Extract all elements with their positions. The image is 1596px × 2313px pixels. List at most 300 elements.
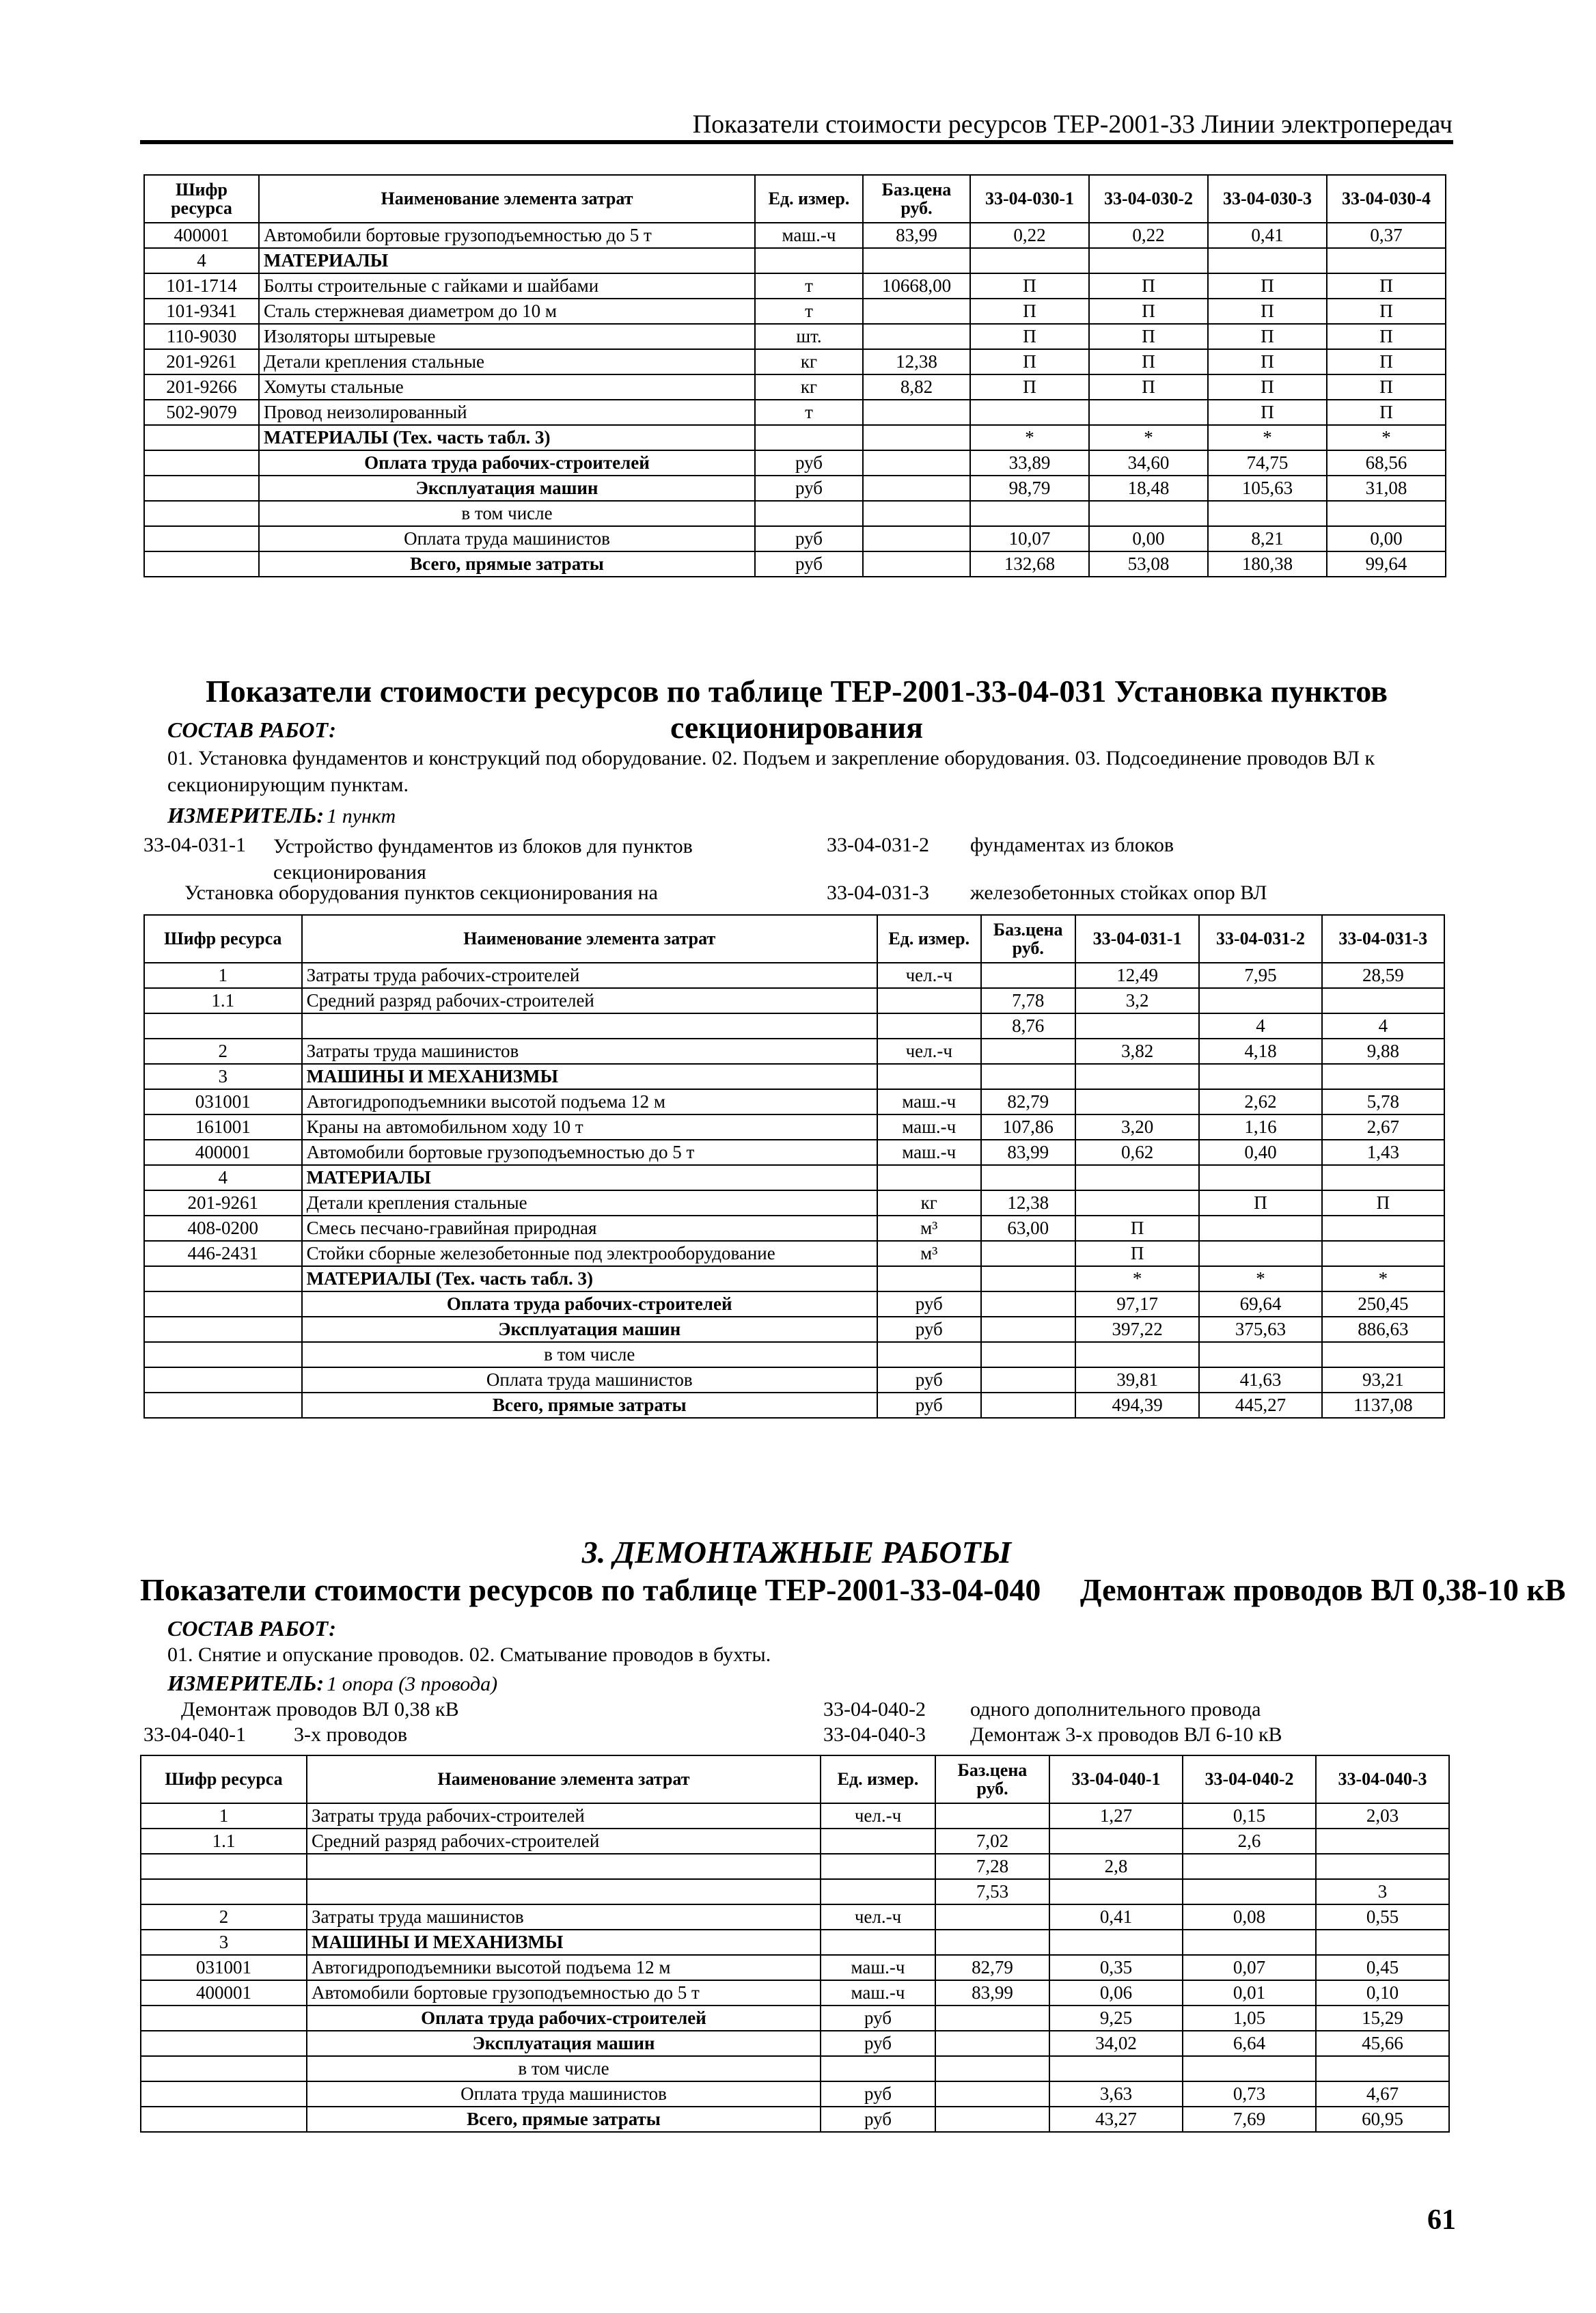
composition-text: 01. Снятие и опускание проводов. 02. Сматывание проводов в бухты. bbox=[167, 1643, 771, 1666]
value-cell: 28,59 bbox=[1322, 963, 1444, 988]
code-2-text: одного дополнительного провода bbox=[970, 1698, 1261, 1721]
summary-label-cell: Всего, прямые затраты bbox=[259, 551, 755, 577]
table-row bbox=[144, 324, 1446, 349]
value-cell: 0,07 bbox=[1183, 1955, 1316, 1980]
page-number: 61 bbox=[1427, 2204, 1456, 2236]
value-cell: 2,67 bbox=[1322, 1114, 1444, 1140]
value-cell: 39,81 bbox=[1075, 1367, 1199, 1393]
table-row bbox=[144, 1165, 1444, 1190]
value-cell: 0,45 bbox=[1316, 1955, 1449, 1980]
value-cell: П bbox=[1327, 374, 1446, 400]
summary-row bbox=[144, 551, 1446, 577]
code-3: 33-04-031-3 bbox=[827, 881, 929, 904]
value-cell bbox=[1075, 1013, 1199, 1039]
value-cell bbox=[877, 1266, 981, 1291]
value-cell: 1,05 bbox=[1183, 2006, 1316, 2031]
value-cell: 4 bbox=[1322, 1013, 1444, 1039]
composition-text: 01. Установка фундаментов и конструкций под оборудование. 02. Подъем и закрепление оборудования. 03. Подсоединение проводов ВЛ к секционирующим пунктам. bbox=[167, 747, 1375, 796]
value-cell: руб bbox=[877, 1317, 981, 1342]
value-cell bbox=[821, 1879, 935, 1904]
page-header: Показатели стоимости ресурсов ТЕР-2001-33 Линии электропередач bbox=[692, 110, 1453, 139]
resource-code-cell: 400001 bbox=[144, 223, 259, 248]
summary-row bbox=[144, 1342, 1444, 1367]
summary-label-cell: Оплата труда машинистов bbox=[307, 2081, 821, 2107]
value-cell bbox=[1322, 1165, 1444, 1190]
value-cell: маш.-ч bbox=[877, 1140, 981, 1165]
value-cell: маш.-ч bbox=[877, 1114, 981, 1140]
header-cell: 33-04-030-4 bbox=[1327, 175, 1446, 223]
value-cell bbox=[821, 1854, 935, 1879]
value-cell bbox=[935, 1904, 1049, 1930]
value-cell: 10,07 bbox=[970, 526, 1089, 551]
summary-label-cell: Оплата труда рабочих-строителей bbox=[307, 2006, 821, 2031]
summary-code-cell bbox=[141, 2056, 307, 2081]
value-cell bbox=[1199, 1241, 1321, 1266]
resource-code-cell: 101-1714 bbox=[144, 273, 259, 299]
value-cell bbox=[1089, 501, 1208, 526]
value-cell: 69,64 bbox=[1199, 1291, 1321, 1317]
resource-code-cell: 400001 bbox=[141, 1980, 307, 2006]
value-cell: м³ bbox=[877, 1241, 981, 1266]
value-cell: 445,27 bbox=[1199, 1393, 1321, 1418]
table-row bbox=[141, 1803, 1449, 1829]
value-cell bbox=[935, 2081, 1049, 2107]
resource-code-cell: 201-9261 bbox=[144, 1190, 302, 1216]
code-2: 33-04-031-2 bbox=[827, 834, 929, 856]
value-cell bbox=[981, 1317, 1075, 1342]
summary-code-cell bbox=[141, 2006, 307, 2031]
value-cell: 97,17 bbox=[1075, 1291, 1199, 1317]
table-row bbox=[144, 349, 1446, 374]
value-cell bbox=[755, 501, 863, 526]
resource-code-cell bbox=[141, 1879, 307, 1904]
value-cell bbox=[821, 1829, 935, 1854]
item-name-cell: МАТЕРИАЛЫ (Тех. часть табл. 3) bbox=[259, 425, 755, 450]
value-cell: П bbox=[1199, 1190, 1321, 1216]
summary-label-cell: Оплата труда рабочих-строителей bbox=[259, 450, 755, 476]
item-name-cell bbox=[307, 1854, 821, 1879]
table-row bbox=[144, 1039, 1444, 1064]
value-cell bbox=[1208, 248, 1327, 273]
resource-code-cell: 400001 bbox=[144, 1140, 302, 1165]
value-cell: 83,99 bbox=[935, 1980, 1049, 2006]
resource-code-cell: 161001 bbox=[144, 1114, 302, 1140]
value-cell: 132,68 bbox=[970, 551, 1089, 577]
value-cell bbox=[1183, 1930, 1316, 1955]
value-cell bbox=[1089, 400, 1208, 425]
value-cell bbox=[981, 1393, 1075, 1418]
value-cell: кг bbox=[877, 1190, 981, 1216]
item-name-cell: Автогидроподъемники высотой подъема 12 м bbox=[307, 1955, 821, 1980]
code-3: 33-04-040-3 bbox=[823, 1723, 926, 1746]
value-cell: 12,49 bbox=[1075, 963, 1199, 988]
value-cell: 6,64 bbox=[1183, 2031, 1316, 2056]
table-row bbox=[141, 1930, 1449, 1955]
resource-code-cell bbox=[144, 1266, 302, 1291]
header-cell: Наименование элемента затрат bbox=[307, 1755, 821, 1803]
table-header-row bbox=[141, 1755, 1449, 1803]
item-name-cell bbox=[307, 1879, 821, 1904]
table-row bbox=[144, 1140, 1444, 1165]
header-cell: 33-04-030-2 bbox=[1089, 175, 1208, 223]
value-cell: П bbox=[1208, 349, 1327, 374]
meter-line bbox=[167, 803, 396, 828]
value-cell: 0,35 bbox=[1049, 1955, 1183, 1980]
value-cell: 3,2 bbox=[1075, 988, 1199, 1013]
value-cell bbox=[1049, 2056, 1183, 2081]
item-name-cell: Стойки сборные железобетонные под электрооборудование bbox=[302, 1241, 877, 1266]
item-name-cell bbox=[302, 1013, 877, 1039]
value-cell: 8,76 bbox=[981, 1013, 1075, 1039]
summary-code-cell bbox=[144, 1367, 302, 1393]
value-cell: П bbox=[1327, 299, 1446, 324]
value-cell bbox=[1199, 1165, 1321, 1190]
value-cell: 8,82 bbox=[863, 374, 970, 400]
code-1: 33-04-040-1 bbox=[143, 1723, 246, 1746]
summary-label-cell: в том числе bbox=[302, 1342, 877, 1367]
code-1-text: 3-х проводов bbox=[294, 1723, 408, 1746]
value-cell bbox=[863, 526, 970, 551]
resource-code-cell: 201-9266 bbox=[144, 374, 259, 400]
value-cell: 99,64 bbox=[1327, 551, 1446, 577]
table-header-row bbox=[144, 175, 1446, 223]
value-cell bbox=[981, 1039, 1075, 1064]
table-row bbox=[144, 1190, 1444, 1216]
summary-code-cell bbox=[144, 1317, 302, 1342]
value-cell: 1137,08 bbox=[1322, 1393, 1444, 1418]
table-row bbox=[144, 1216, 1444, 1241]
value-cell bbox=[755, 425, 863, 450]
value-cell bbox=[1049, 1930, 1183, 1955]
summary-row bbox=[144, 501, 1446, 526]
value-cell bbox=[863, 248, 970, 273]
header-rule bbox=[140, 140, 1453, 144]
header-cell: Баз.цена руб. bbox=[981, 915, 1075, 963]
table-row bbox=[144, 374, 1446, 400]
value-cell: чел.-ч bbox=[877, 963, 981, 988]
resource-code-cell: 1.1 bbox=[144, 988, 302, 1013]
item-name-cell: Изоляторы штыревые bbox=[259, 324, 755, 349]
summary-label-cell: Эксплуатация машин bbox=[259, 476, 755, 501]
summary-code-cell bbox=[144, 1342, 302, 1367]
value-cell: * bbox=[1322, 1266, 1444, 1291]
table-row bbox=[144, 1266, 1444, 1291]
summary-code-cell bbox=[144, 1291, 302, 1317]
value-cell: 0,22 bbox=[1089, 223, 1208, 248]
composition-label: СОСТАВ РАБОТ: bbox=[167, 717, 336, 742]
header-cell: 33-04-040-1 bbox=[1049, 1755, 1183, 1803]
value-cell: 34,02 bbox=[1049, 2031, 1183, 2056]
value-cell: П bbox=[1089, 324, 1208, 349]
value-cell: руб bbox=[877, 1291, 981, 1317]
value-cell: 0,62 bbox=[1075, 1140, 1199, 1165]
value-cell bbox=[1322, 1241, 1444, 1266]
item-name-cell: МАТЕРИАЛЫ bbox=[259, 248, 755, 273]
value-cell bbox=[877, 1064, 981, 1089]
value-cell: кг bbox=[755, 349, 863, 374]
summary-row bbox=[144, 1367, 1444, 1393]
value-cell: П bbox=[970, 374, 1089, 400]
summary-label-cell: Оплата труда машинистов bbox=[259, 526, 755, 551]
value-cell: 1,43 bbox=[1322, 1140, 1444, 1165]
value-cell: 7,78 bbox=[981, 988, 1075, 1013]
value-cell: м³ bbox=[877, 1216, 981, 1241]
value-cell: 0,37 bbox=[1327, 223, 1446, 248]
item-name-cell: Болты строительные с гайками и шайбами bbox=[259, 273, 755, 299]
value-cell bbox=[935, 2006, 1049, 2031]
table-row bbox=[141, 1904, 1449, 1930]
value-cell: 10668,00 bbox=[863, 273, 970, 299]
item-name-cell: Сталь стержневая диаметром до 10 м bbox=[259, 299, 755, 324]
header-cell: 33-04-031-2 bbox=[1199, 915, 1321, 963]
summary-code-cell bbox=[144, 526, 259, 551]
item-name-cell: МАШИНЫ И МЕХАНИЗМЫ bbox=[302, 1064, 877, 1089]
resource-code-cell: 1 bbox=[144, 963, 302, 988]
value-cell: 15,29 bbox=[1316, 2006, 1449, 2031]
value-cell: 60,95 bbox=[1316, 2107, 1449, 2132]
value-cell: 0,41 bbox=[1049, 1904, 1183, 1930]
table-row bbox=[141, 1854, 1449, 1879]
value-cell: П bbox=[1089, 299, 1208, 324]
item-name-cell: МАШИНЫ И МЕХАНИЗМЫ bbox=[307, 1930, 821, 1955]
value-cell bbox=[1316, 1854, 1449, 1879]
value-cell bbox=[1183, 2056, 1316, 2081]
value-cell: 107,86 bbox=[981, 1114, 1075, 1140]
value-cell: * bbox=[970, 425, 1089, 450]
value-cell: П bbox=[1075, 1241, 1199, 1266]
value-cell: 105,63 bbox=[1208, 476, 1327, 501]
value-cell bbox=[877, 1165, 981, 1190]
value-cell bbox=[1322, 1216, 1444, 1241]
value-cell: 8,21 bbox=[1208, 526, 1327, 551]
value-cell bbox=[863, 324, 970, 349]
table-row bbox=[141, 1829, 1449, 1854]
value-cell bbox=[1075, 1165, 1199, 1190]
summary-row bbox=[141, 2081, 1449, 2107]
value-cell: 0,41 bbox=[1208, 223, 1327, 248]
value-cell bbox=[981, 1266, 1075, 1291]
resource-table-031 bbox=[143, 914, 1445, 1419]
value-cell: П bbox=[1089, 273, 1208, 299]
table-row bbox=[144, 299, 1446, 324]
table-row bbox=[144, 273, 1446, 299]
value-cell bbox=[981, 1342, 1075, 1367]
value-cell: * bbox=[1208, 425, 1327, 450]
value-cell: 0,00 bbox=[1327, 526, 1446, 551]
value-cell bbox=[863, 450, 970, 476]
value-cell: маш.-ч bbox=[821, 1980, 935, 2006]
value-cell bbox=[1075, 1064, 1199, 1089]
meter-label: ИЗМЕРИТЕЛЬ: bbox=[167, 803, 325, 827]
item-name-cell: Средний разряд рабочих-строителей bbox=[307, 1829, 821, 1854]
value-cell bbox=[1208, 501, 1327, 526]
value-cell: * bbox=[1327, 425, 1446, 450]
value-cell: П bbox=[1327, 273, 1446, 299]
resource-code-cell: 031001 bbox=[141, 1955, 307, 1980]
resource-code-cell bbox=[144, 425, 259, 450]
value-cell: т bbox=[755, 299, 863, 324]
value-cell: 41,63 bbox=[1199, 1367, 1321, 1393]
resource-code-cell: 3 bbox=[144, 1064, 302, 1089]
value-cell bbox=[1327, 501, 1446, 526]
summary-code-cell bbox=[144, 450, 259, 476]
value-cell: 82,79 bbox=[981, 1089, 1075, 1114]
composition-label: СОСТАВ РАБОТ: bbox=[167, 1616, 336, 1641]
value-cell bbox=[981, 1291, 1075, 1317]
value-cell: 93,21 bbox=[1322, 1367, 1444, 1393]
value-cell: П bbox=[1208, 324, 1327, 349]
value-cell: 9,88 bbox=[1322, 1039, 1444, 1064]
resource-code-cell: 1 bbox=[141, 1803, 307, 1829]
value-cell bbox=[935, 2107, 1049, 2132]
value-cell: шт. bbox=[755, 324, 863, 349]
item-name-cell: Провод неизолированный bbox=[259, 400, 755, 425]
code-3-text: Установка оборудования пунктов секционирования на bbox=[184, 881, 658, 904]
value-cell: руб bbox=[821, 2107, 935, 2132]
value-cell: 886,63 bbox=[1322, 1317, 1444, 1342]
summary-label-cell: в том числе bbox=[307, 2056, 821, 2081]
resource-code-cell bbox=[141, 1854, 307, 1879]
value-cell bbox=[1089, 248, 1208, 273]
value-cell: руб bbox=[877, 1393, 981, 1418]
item-name-cell: Смесь песчано-гравийная природная bbox=[302, 1216, 877, 1241]
value-cell bbox=[981, 1367, 1075, 1393]
value-cell bbox=[1183, 1854, 1316, 1879]
resource-code-cell: 4 bbox=[144, 248, 259, 273]
summary-code-cell bbox=[144, 476, 259, 501]
value-cell bbox=[863, 299, 970, 324]
value-cell: 3,20 bbox=[1075, 1114, 1199, 1140]
value-cell bbox=[1322, 1342, 1444, 1367]
value-cell bbox=[935, 1930, 1049, 1955]
table-row bbox=[141, 1879, 1449, 1904]
value-cell bbox=[970, 501, 1089, 526]
value-cell: * bbox=[1199, 1266, 1321, 1291]
summary-label-cell: Эксплуатация машин bbox=[307, 2031, 821, 2056]
summary-row bbox=[144, 526, 1446, 551]
value-cell bbox=[821, 2056, 935, 2081]
item-name-cell: МАТЕРИАЛЫ (Тех. часть табл. 3) bbox=[302, 1266, 877, 1291]
value-cell: 375,63 bbox=[1199, 1317, 1321, 1342]
value-cell bbox=[755, 248, 863, 273]
value-cell bbox=[970, 248, 1089, 273]
header-cell: 33-04-030-1 bbox=[970, 175, 1089, 223]
summary-label-cell: Всего, прямые затраты bbox=[302, 1393, 877, 1418]
value-cell bbox=[935, 1803, 1049, 1829]
value-cell: 0,01 bbox=[1183, 1980, 1316, 2006]
summary-row bbox=[141, 2006, 1449, 2031]
table-row bbox=[144, 1089, 1444, 1114]
item-name-cell: Автомобили бортовые грузоподъемностью до 5 т bbox=[259, 223, 755, 248]
value-cell: 53,08 bbox=[1089, 551, 1208, 577]
value-cell: * bbox=[1075, 1266, 1199, 1291]
value-cell: 0,22 bbox=[970, 223, 1089, 248]
value-cell: 33,89 bbox=[970, 450, 1089, 476]
item-name-cell: МАТЕРИАЛЫ bbox=[302, 1165, 877, 1190]
value-cell: 34,60 bbox=[1089, 450, 1208, 476]
value-cell: 7,53 bbox=[935, 1879, 1049, 1904]
item-name-cell: Затраты труда машинистов bbox=[302, 1039, 877, 1064]
value-cell: 18,48 bbox=[1089, 476, 1208, 501]
value-cell: 63,00 bbox=[981, 1216, 1075, 1241]
value-cell: 43,27 bbox=[1049, 2107, 1183, 2132]
value-cell: 31,08 bbox=[1327, 476, 1446, 501]
summary-code-cell bbox=[141, 2081, 307, 2107]
summary-row bbox=[144, 450, 1446, 476]
summary-code-cell bbox=[141, 2031, 307, 2056]
item-name-cell: Затраты труда рабочих-строителей bbox=[302, 963, 877, 988]
value-cell: П bbox=[1089, 374, 1208, 400]
value-cell: руб bbox=[755, 526, 863, 551]
value-cell: 4 bbox=[1199, 1013, 1321, 1039]
header-cell: Баз.цена руб. bbox=[935, 1755, 1049, 1803]
value-cell: 1,27 bbox=[1049, 1803, 1183, 1829]
resource-code-cell: 031001 bbox=[144, 1089, 302, 1114]
value-cell bbox=[877, 1342, 981, 1367]
value-cell: 3 bbox=[1316, 1879, 1449, 1904]
value-cell bbox=[1049, 1879, 1183, 1904]
summary-label-cell: Оплата труда рабочих-строителей bbox=[302, 1291, 877, 1317]
value-cell: 0,55 bbox=[1316, 1904, 1449, 1930]
table-row bbox=[144, 1064, 1444, 1089]
header-cell: 33-04-031-1 bbox=[1075, 915, 1199, 963]
value-cell: 250,45 bbox=[1322, 1291, 1444, 1317]
table-row bbox=[144, 223, 1446, 248]
value-cell: чел.-ч bbox=[877, 1039, 981, 1064]
header-cell: Шифр ресурса bbox=[144, 915, 302, 963]
value-cell: 2,62 bbox=[1199, 1089, 1321, 1114]
resource-code-cell: 101-9341 bbox=[144, 299, 259, 324]
item-name-cell: Детали крепления стальные bbox=[302, 1190, 877, 1216]
value-cell: т bbox=[755, 273, 863, 299]
value-cell: 12,38 bbox=[863, 349, 970, 374]
summary-row bbox=[144, 1291, 1444, 1317]
value-cell: 5,78 bbox=[1322, 1089, 1444, 1114]
table-row bbox=[144, 400, 1446, 425]
value-cell: 2,03 bbox=[1316, 1803, 1449, 1829]
value-cell: чел.-ч bbox=[821, 1803, 935, 1829]
value-cell bbox=[970, 400, 1089, 425]
value-cell: 83,99 bbox=[981, 1140, 1075, 1165]
value-cell bbox=[1322, 1064, 1444, 1089]
resource-code-cell: 201-9261 bbox=[144, 349, 259, 374]
value-cell bbox=[1075, 1089, 1199, 1114]
value-cell: 0,73 bbox=[1183, 2081, 1316, 2107]
item-name-cell: Автогидроподъемники высотой подъема 12 м bbox=[302, 1089, 877, 1114]
value-cell: 2,8 bbox=[1049, 1854, 1183, 1879]
resource-code-cell: 1.1 bbox=[141, 1829, 307, 1854]
value-cell: П bbox=[970, 324, 1089, 349]
value-cell: т bbox=[755, 400, 863, 425]
item-name-cell: Автомобили бортовые грузоподъемностью до 5 т bbox=[302, 1140, 877, 1165]
summary-row bbox=[141, 2056, 1449, 2081]
value-cell: П bbox=[1208, 299, 1327, 324]
value-cell: руб bbox=[877, 1367, 981, 1393]
value-cell: П bbox=[1208, 273, 1327, 299]
value-cell bbox=[877, 1013, 981, 1039]
value-cell bbox=[1183, 1879, 1316, 1904]
value-cell bbox=[1075, 1190, 1199, 1216]
value-cell: 4,67 bbox=[1316, 2081, 1449, 2107]
code-1: 33-04-031-1 bbox=[143, 834, 246, 856]
code-0-text: Демонтаж проводов ВЛ 0,38 кВ bbox=[181, 1698, 459, 1721]
value-cell: руб bbox=[755, 450, 863, 476]
value-cell bbox=[1199, 1064, 1321, 1089]
value-cell: П bbox=[1327, 400, 1446, 425]
table-row bbox=[144, 988, 1444, 1013]
resource-code-cell: 3 bbox=[141, 1930, 307, 1955]
value-cell: маш.-ч bbox=[821, 1955, 935, 1980]
